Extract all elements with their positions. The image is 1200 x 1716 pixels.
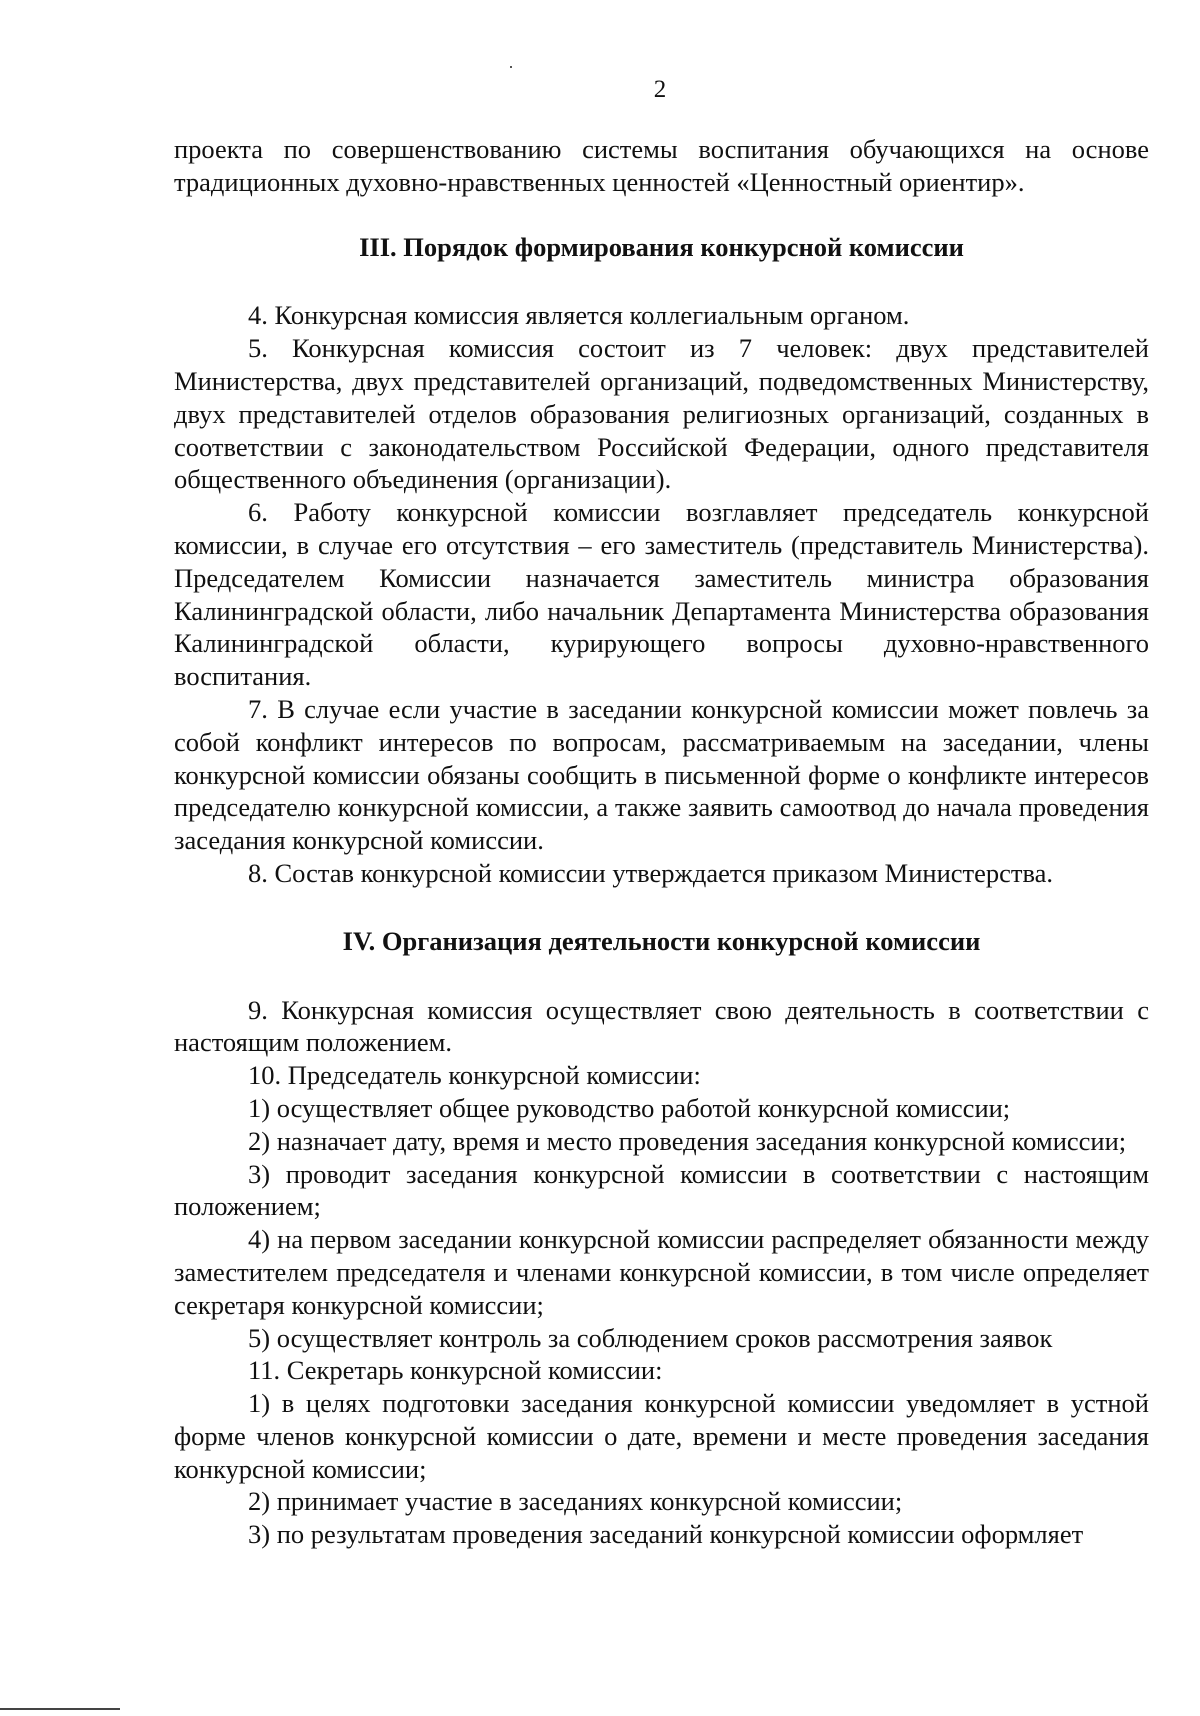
document-body xyxy=(174,133,1149,1551)
paragraph-8: 8. Состав конкурсной комиссии утверждается приказом Министерства. xyxy=(248,857,1054,888)
paragraph-7: 7. В случае если участие в заседании конкурсной комиссии может повлечь за собой конфликт интересов по вопросам, рассматриваемым на заседании, члены конкурсной комиссии обязаны сообщить в письменной форме о конфликте интересов председателю конкурсной комиссии, а также заявить самоотвод до начала проведения заседания конкурсной комиссии. xyxy=(174,693,1149,856)
paragraph-11-item-3: 3) по результатам проведения заседаний конкурсной комиссии оформляет xyxy=(248,1519,1084,1550)
paragraph-10-item-4: 4) на первом заседании конкурсной комиссии распределяет обязанности между заместителем председателя и членами конкурсной комиссии, в том числе определяет секретаря конкурсной комиссии; xyxy=(174,1224,1149,1320)
paragraph-10: 10. Председатель конкурсной комиссии: xyxy=(248,1060,701,1091)
paragraph-6: 6. Работу конкурсной комиссии возглавляет председатель конкурсной комиссии, в случае его отсутствия – его заместитель (представитель Министерства). Председателем Комиссии назначается заместитель министра образования Калининградской области, либо начальник Департамента Министерства образования Калининградской области, курирующего вопросы духовно-нравственного воспитания. xyxy=(174,497,1149,692)
section-heading-4: IV. Организация деятельности конкурсной комиссии xyxy=(342,925,981,956)
paragraph-10-item-3: 3) проводит заседания конкурсной комиссии в соответствии с настоящим положением; xyxy=(174,1158,1149,1222)
page-number: 2 xyxy=(653,76,667,103)
paragraph-10-item-2: 2) назначает дату, время и место проведения заседания конкурсной комиссии; xyxy=(248,1125,1127,1156)
paragraph-11-item-2: 2) принимает участие в заседаниях конкурсной комиссии; xyxy=(248,1486,903,1517)
section-heading-3: III. Порядок формирования конкурсной комиссии xyxy=(359,231,964,262)
paragraph-11-item-1: 1) в целях подготовки заседания конкурсной комиссии уведомляет в устной форме членов конкурсной комиссии о дате, времени и месте проведения заседания конкурсной комиссии; xyxy=(174,1388,1149,1484)
paragraph-10-item-1: 1) осуществляет общее руководство работой конкурсной комиссии; xyxy=(248,1092,1011,1123)
scan-artifact-line xyxy=(0,1708,120,1710)
paragraph-11: 11. Секретарь конкурсной комиссии: xyxy=(248,1355,663,1386)
scan-artifact-dot xyxy=(510,66,512,68)
paragraph-4: 4. Конкурсная комиссия является коллегиальным органом. xyxy=(248,300,910,331)
paragraph-5: 5. Конкурсная комиссия состоит из 7 человек: двух представителей Министерства, двух представителей организаций, подведомственных Министерству, двух представителей отделов образования религиозных организаций, созданных в соответствии с законодательством Российской Федерации, одного представителя общественного объединения (организации). xyxy=(174,333,1149,495)
paragraph-intro: проекта по совершенствованию системы воспитания обучающихся на основе традиционных духовно-нравственных ценностей «Ценностный ориентир». xyxy=(174,134,1149,197)
paragraph-9: 9. Конкурсная комиссия осуществляет свою деятельность в соответствии с настоящим положением. xyxy=(174,994,1149,1058)
paragraph-10-item-5: 5) осуществляет контроль за соблюдением сроков рассмотрения заявок xyxy=(248,1322,1053,1353)
